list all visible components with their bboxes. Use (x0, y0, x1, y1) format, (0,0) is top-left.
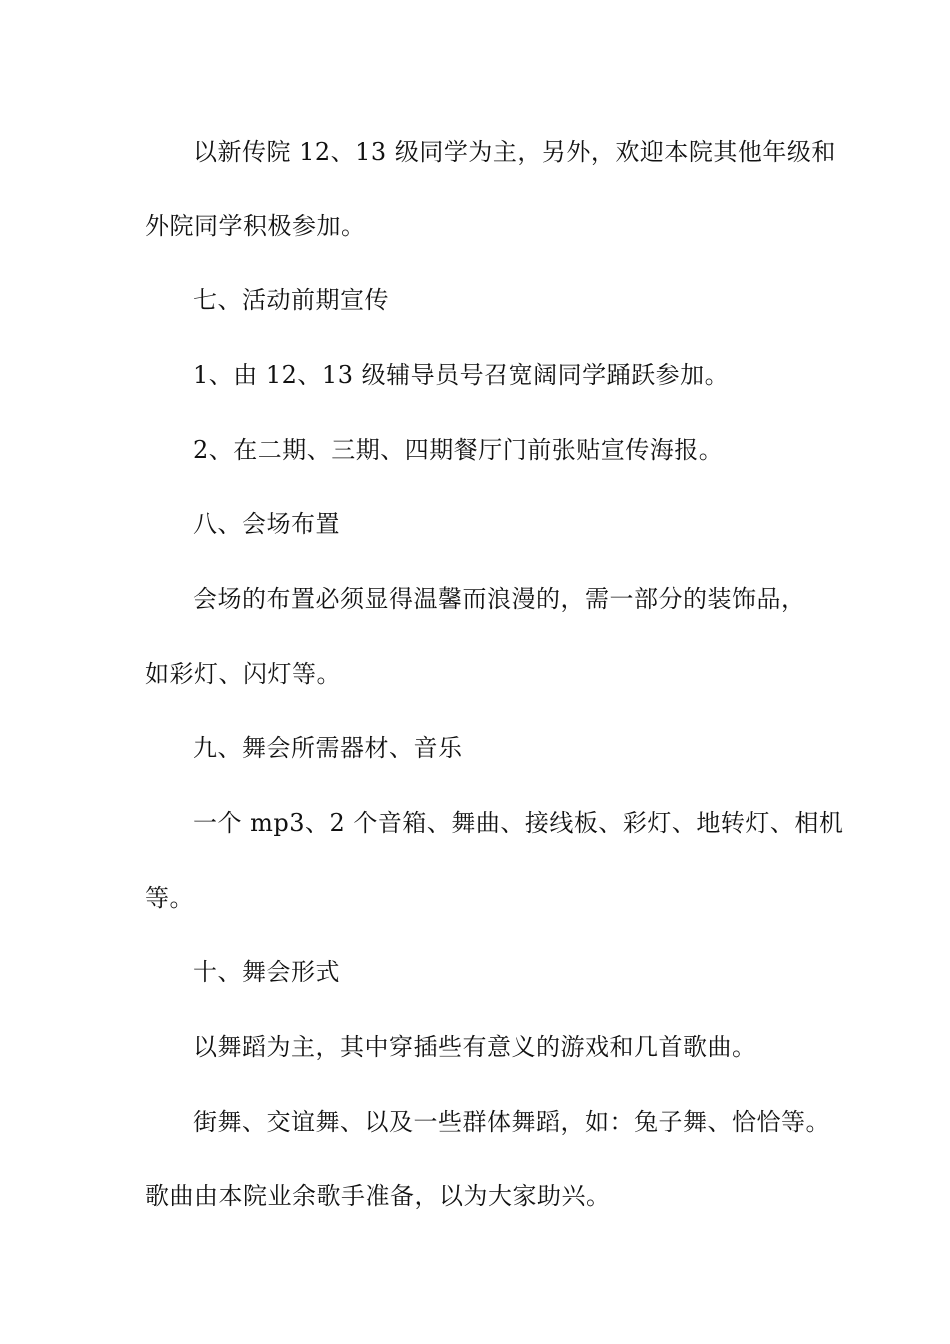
paragraph-line: 如彩灯、闪灯等。 (145, 660, 341, 688)
paragraph-line: 等。 (145, 884, 194, 912)
paragraph-line: 会场的布置必须显得温馨而浪漫的，需一部分的装饰品， (193, 585, 806, 613)
paragraph-line: 1、由 12、13 级辅导员号召宽阔同学踊跃参加。 (193, 361, 730, 389)
paragraph-line: 一个 mp3、2 个音箱、舞曲、接线板、彩灯、地转灯、相机 (193, 809, 844, 837)
section-heading: 十、舞会形式 (193, 958, 340, 986)
paragraph-line: 街舞、交谊舞、以及一些群体舞蹈，如：兔子舞、恰恰等。 (193, 1108, 830, 1136)
paragraph-line: 以舞蹈为主，其中穿插些有意义的游戏和几首歌曲。 (193, 1033, 757, 1061)
section-heading: 九、舞会所需器材、音乐 (193, 734, 463, 762)
paragraph-line: 2、在二期、三期、四期餐厅门前张贴宣传海报。 (193, 436, 724, 464)
paragraph-line: 歌曲由本院业余歌手准备，以为大家助兴。 (145, 1182, 611, 1210)
section-heading: 八、会场布置 (193, 510, 340, 538)
paragraph-line: 以新传院 12、13 级同学为主，另外，欢迎本院其他年级和 (193, 138, 836, 166)
section-heading: 七、活动前期宣传 (193, 286, 389, 314)
paragraph-line: 外院同学积极参加。 (145, 212, 366, 240)
